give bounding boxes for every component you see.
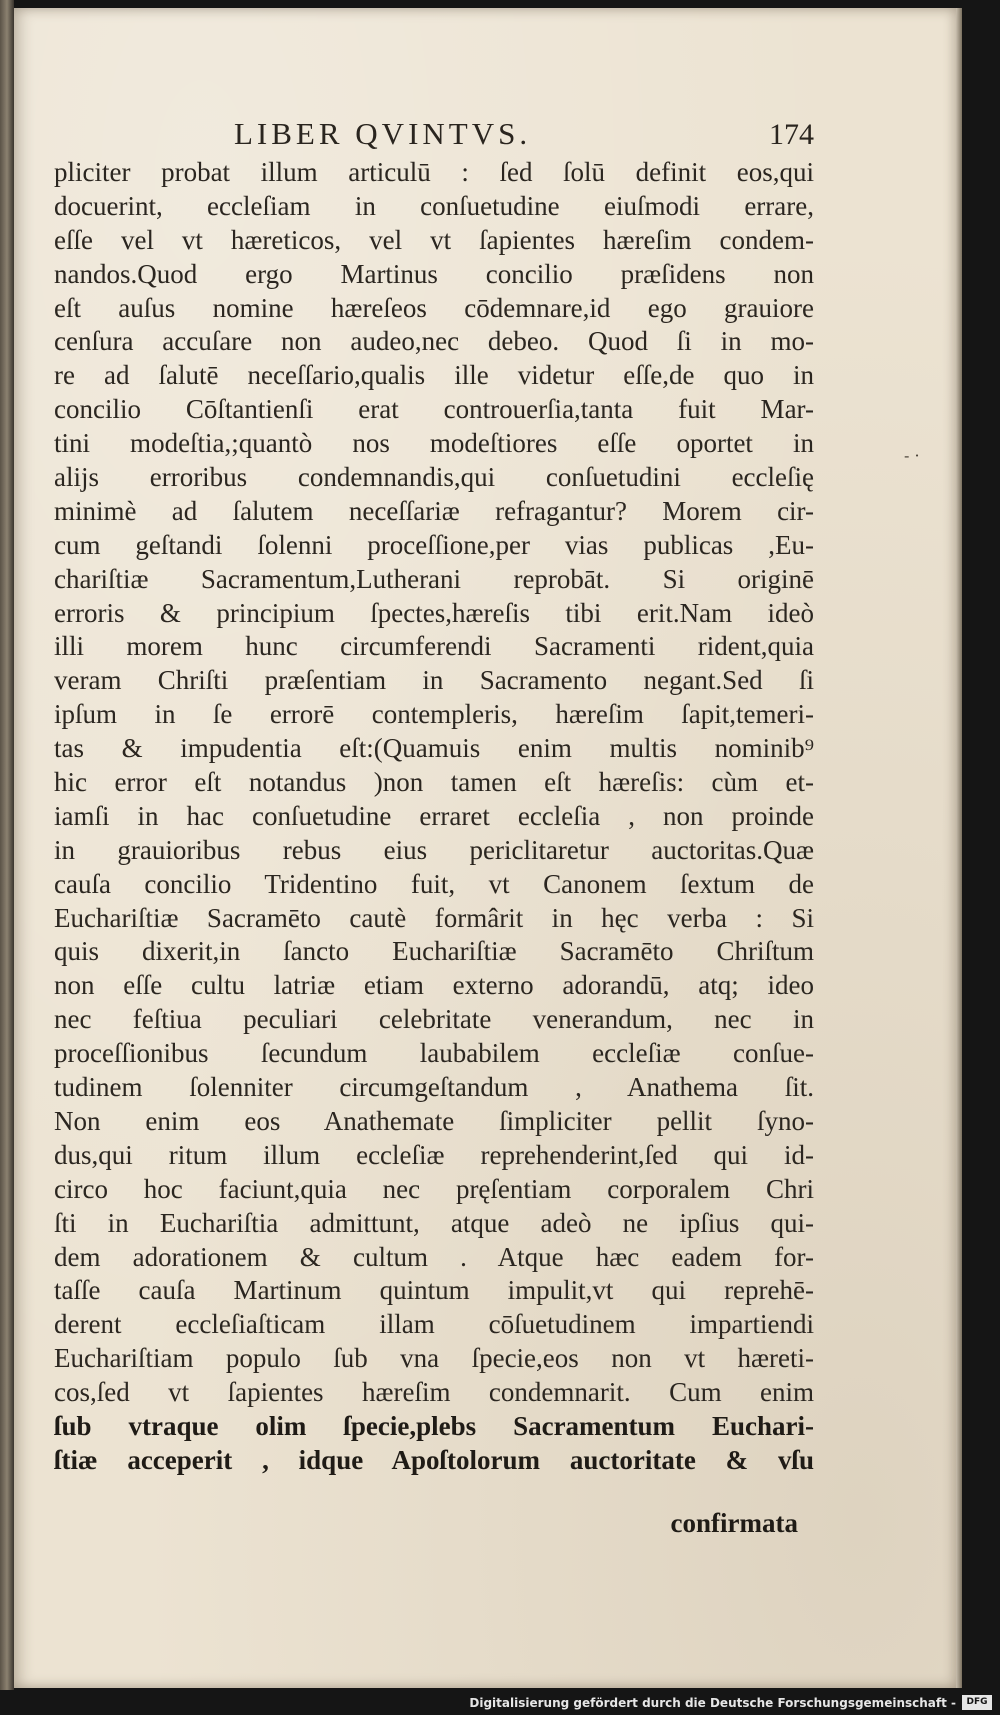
text-line: ſub vtraque olim ſpecie,plebs Sacramentum Euchari-	[54, 1410, 814, 1441]
text-line: cenſura accuſare non audeo,nec debeo. Quod ſi in mo-	[54, 326, 814, 357]
text-line: cauſa concilio Tridentino fuit, vt Canonem ſextum de	[54, 868, 814, 899]
text-line: iamſi in hac conſuetudine erraret eccleſia , non proinde	[54, 800, 814, 831]
body-text	[54, 156, 814, 1478]
page-edge-left	[0, 0, 14, 1690]
text-line: minimè ad ſalutem neceſſariæ refragantur? Morem cir-	[54, 495, 814, 526]
text-line: nandos.Quod ergo Martinus concilio præſidens non	[54, 258, 814, 289]
text-line: in grauioribus rebus eius periclitaretur auctoritas.Quæ	[54, 834, 814, 865]
text-line: re ad ſalutē neceſſario,qualis ille videtur eſſe,de quo in	[54, 360, 814, 391]
text-line: non eſſe cultu latriæ etiam externo adorandū, atq; ideo	[54, 970, 814, 1001]
text-line: chariſtiæ Sacramentum,Lutherani reprobāt. Si originē	[54, 563, 814, 594]
book-page	[14, 8, 956, 1688]
text-line: dus,qui ritum illum eccleſiæ reprehenderint,ſed qui id-	[54, 1139, 814, 1170]
text-line: Euchariſtiæ Sacramēto cautè formârit in hęc verba : Si	[54, 902, 814, 933]
text-line: illi morem hunc circumferendi Sacramenti rident,quia	[54, 631, 814, 662]
text-line: hic error eſt notandus )non tamen eſt hæreſis: cùm et-	[54, 767, 814, 798]
catchword: confirmata	[670, 1508, 798, 1538]
text-line: concilio Cōſtantienſi erat controuerſia,tanta fuit Mar-	[54, 394, 814, 425]
text-line: Euchariſtiam populo ſub vna ſpecie,eos non vt hæreti-	[54, 1343, 814, 1374]
text-line: alijs erroribus condemnandis,qui conſuetudini eccleſię	[54, 462, 814, 493]
footer-bar	[0, 1692, 1000, 1715]
text-line: veram Chriſti præſentiam in Sacramento negant.Sed ſi	[54, 665, 814, 696]
dfg-logo: DFG	[962, 1695, 992, 1710]
text-line: ipſum in ſe errorē contempleris, hæreſim ſapit,temeri-	[54, 699, 814, 730]
text-line: derent eccleſiaſticam illam cōſuetudinem impartiendi	[54, 1309, 814, 1340]
text-line: circo hoc faciunt,quia nec pręſentiam corporalem Chri	[54, 1173, 814, 1204]
text-line: ſti in Euchariſtia admittunt, atque adeò ne ipſius qui-	[54, 1207, 814, 1238]
text-line: Non enim eos Anathemate ſimpliciter pellit ſyno-	[54, 1105, 814, 1136]
text-line: taſſe cauſa Martinum quintum impulit,vt qui reprehē-	[54, 1275, 814, 1306]
text-line: pliciter probat illum articulū : ſed ſolū definit eos,qui	[54, 157, 814, 187]
running-head	[234, 116, 814, 156]
text-line: quis dixerit,in ſancto Euchariſtiæ Sacramēto Chriſtum	[54, 936, 814, 967]
text-line: erroris & principium ſpectes,hæreſis tibi erit.Nam ideò	[54, 597, 814, 628]
page-edge-right	[956, 8, 962, 1688]
text-line: cos,ſed vt ſapientes hæreſim condemnarit. Cum enim	[54, 1377, 814, 1408]
text-line: eſſe vel vt hæreticos, vel vt ſapientes hæreſim condem-	[54, 224, 814, 255]
text-line: tudinem ſolenniter circumgeſtandum , Anathema ſit.	[54, 1072, 814, 1103]
margin-mark: - ·	[904, 446, 920, 465]
text-line: eſt auſus nomine hæreſeos cōdemnare,id ego grauiore	[54, 292, 814, 323]
text-line: dem adorationem & cultum . Atque hæc eadem for-	[54, 1241, 814, 1272]
text-line: proceſſionibus ſecundum laubabilem eccleſiæ conſue-	[54, 1038, 814, 1069]
text-line: docuerint, eccleſiam in conſuetudine eiuſmodi errare,	[54, 190, 814, 221]
text-line: nec feſtiua peculiari celebritate venerandum, nec in	[54, 1004, 814, 1035]
funding-credit: Digitalisierung gefördert durch die Deutsche Forschungsgemeinschaft -	[469, 1696, 956, 1710]
page-number: 174	[769, 118, 814, 151]
text-line: tas & impudentia eſt:(Quamuis enim multis nominib⁹	[54, 733, 814, 764]
text-line: cum geſtandi ſolenni proceſſione,per vias publicas ,Eu-	[54, 529, 814, 560]
text-line: tini modeſtia,;quantò nos modeſtiores eſſe oportet in	[54, 428, 814, 459]
running-title: LIBER QVINTVS.	[234, 116, 532, 151]
text-line: ſtiæ acceperit , idque Apoſtolorum auctoritate & vſu	[54, 1444, 814, 1475]
